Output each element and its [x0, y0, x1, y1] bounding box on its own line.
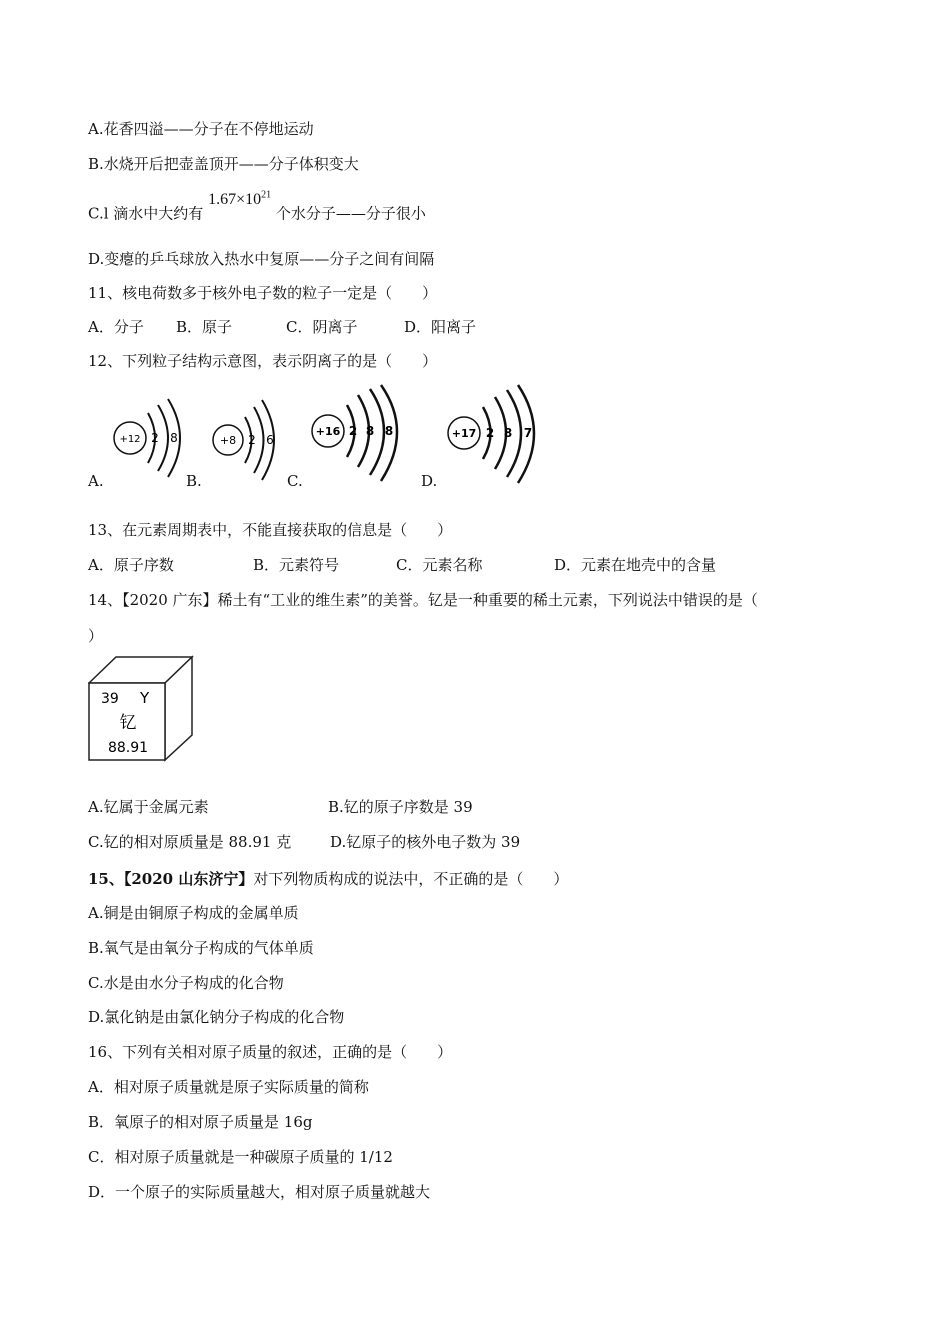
q10-option-c-suffix: 个水分子——分子很小: [275, 204, 426, 223]
q14-stem-line1: 14、【2020 广东】稀土有“工业的维生素”的美誉。钇是一种重要的稀土元素，下列说法中错误的是（: [88, 591, 758, 609]
atom-diagrams: [100, 383, 580, 493]
q16-stem: 16、下列有关相对原子质量的叙述，正确的是（ ）: [88, 1043, 453, 1061]
q15-option-c: C.水是由水分子构成的化合物: [88, 974, 284, 992]
q13-option-c: C．元素名称: [396, 556, 483, 574]
q15-stem-text: 对下列物质构成的说法中，不正确的是（ ）: [253, 870, 569, 888]
atomic-mass: 88.91: [107, 740, 149, 756]
q13-stem: 13、在元素周期表中，不能直接获取的信息是（ ）: [88, 521, 453, 539]
element-name: 钇: [119, 713, 137, 733]
q14-stem-line2: ）: [88, 627, 104, 645]
q12-label-b: B.: [186, 472, 202, 490]
atom-diagram-d: [448, 385, 534, 483]
q11-stem: 11、核电荷数多于核外电子数的粒子一定是（ ）: [88, 284, 438, 302]
nucleus-charge: +8: [219, 434, 237, 447]
q16-option-d: D．一个原子的实际质量越大，相对原子质量就越大: [88, 1183, 431, 1201]
q15-option-a: A.铜是由铜原子构成的金属单质: [88, 904, 299, 922]
nucleus-charge: +17: [451, 427, 477, 440]
q10-option-c: [88, 190, 426, 224]
q14-option-d: D.钇原子的核外电子数为 39: [330, 833, 521, 851]
q11-option-b: B．原子: [176, 318, 233, 336]
q14-option-a: A.钇属于金属元素: [88, 798, 209, 816]
atom-diagram-a: [114, 399, 180, 477]
shell-arc: [158, 405, 168, 471]
element-cell-yttrium: [88, 655, 200, 765]
scientific-number: [208, 191, 271, 208]
shell-electrons: 8: [503, 426, 513, 440]
q15-option-d: D.氯化钠是由氯化钠分子构成的化合物: [88, 1008, 345, 1026]
q16-option-c: C．相对原子质量就是一种碳原子质量的 1/12: [88, 1148, 393, 1166]
nucleus-charge: +16: [315, 425, 341, 438]
q15-option-b: B.氧气是由氧分子构成的气体单质: [88, 939, 314, 957]
q13-option-a: A．原子序数: [88, 556, 174, 574]
q14-option-c: C.钇的相对原质量是 88.91 克: [88, 833, 292, 851]
shell-electrons: 8: [170, 431, 178, 445]
shell-electrons: 2: [151, 431, 159, 445]
atom-diagram-b: [213, 400, 274, 480]
shell-electrons: 8: [384, 424, 394, 438]
shell-electrons: 8: [365, 424, 375, 438]
shell-electrons: 2: [485, 426, 495, 440]
q11-option-a: A．分子: [88, 318, 144, 336]
q10-option-b: B.水烧开后把壶盖顶开——分子体积变大: [88, 155, 359, 173]
q16-option-b: B．氧原子的相对原子质量是 16g: [88, 1113, 313, 1131]
q11-option-c: C．阴离子: [286, 318, 358, 336]
q10-option-d: D.变瘪的乒乓球放入热水中复原——分子之间有间隔: [88, 250, 435, 268]
q10-option-c-prefix: C.l 滴水中大约有: [88, 204, 204, 223]
q12-stem: 12、下列粒子结构示意图，表示阴离子的是（ ）: [88, 352, 438, 370]
element-symbol: Y: [140, 689, 150, 707]
shell-electrons: 6: [266, 433, 274, 447]
sci-base: 1.67×10: [208, 191, 262, 209]
shell-electrons: 2: [348, 424, 358, 438]
q12-label-c: C.: [287, 472, 303, 490]
atom-diagram-c: [312, 385, 397, 481]
sci-exponent: 21: [261, 190, 272, 201]
q12-label-d: D.: [421, 472, 438, 490]
q14-option-b: B.钇的原子序数是 39: [328, 798, 473, 816]
q13-option-b: B．元素符号: [253, 556, 340, 574]
atomic-number: 39: [101, 691, 119, 707]
q16-option-a: A．相对原子质量就是原子实际质量的简称: [88, 1078, 369, 1096]
q13-option-d: D．元素在地壳中的含量: [554, 556, 717, 574]
nucleus-charge: +12: [119, 434, 141, 445]
q15-number: 15、: [88, 870, 124, 888]
q15-stem: [88, 869, 568, 889]
shell-electrons: 2: [248, 433, 256, 447]
q11-option-d: D．阳离子: [404, 318, 477, 336]
q15-source: 【2020 山东济宁】: [123, 870, 254, 888]
q10-option-a: A.花香四溢——分子在不停地运动: [88, 120, 314, 138]
shell-electrons: 7: [523, 426, 533, 440]
q12-label-a: A.: [88, 472, 104, 490]
